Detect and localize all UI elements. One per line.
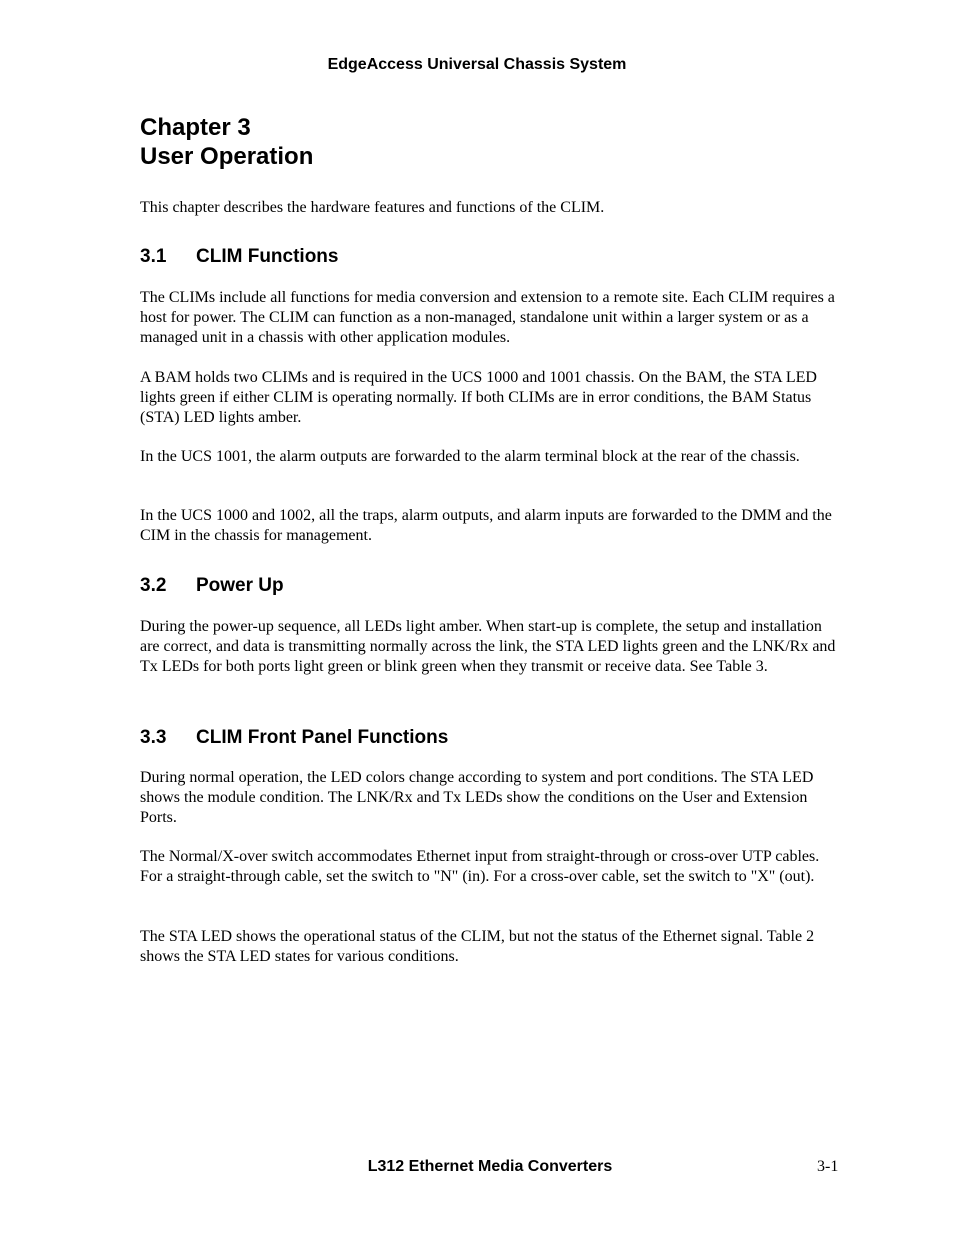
paragraph: In the UCS 1000 and 1002, all the traps, alarm outputs, and alarm inputs are forwarded to the DMM and the CIM in the chassis for management. — [140, 507, 832, 544]
paragraph: The STA LED shows the operational status of the CLIM, but not the status of the Ethernet signal. Table 2 shows the STA LED states for various conditions. — [140, 928, 815, 965]
intro-paragraph: This chapter describes the hardware features and functions of the CLIM. — [140, 199, 605, 216]
paragraph: In the UCS 1001, the alarm outputs are forwarded to the alarm terminal block at the rear of the chassis. — [140, 448, 800, 465]
section-number: 3.1 — [140, 246, 167, 267]
paragraph: A BAM holds two CLIMs and is required in the UCS 1000 and 1001 chassis. On the BAM, the STA LED lights green if either CLIM is operating normally. If both CLIMs are in error conditions, the BAM Status (STA) LED lights amber. — [140, 369, 817, 426]
section-heading-3-2 — [140, 575, 284, 597]
footer-title: L312 Ethernet Media Converters — [367, 1158, 613, 1175]
section-title: Power Up — [196, 575, 284, 596]
paragraph: The Normal/X-over switch accommodates Ethernet input from straight-through or cross-over UTP cables. For a straight-through cable, set the switch to "N" (in). For a cross-over cable, set the switch to "X" (out). — [140, 848, 820, 885]
paragraph: The CLIMs include all functions for media conversion and extension to a remote site. Each CLIM requires a host for power. The CLIM can function as a non-managed, standalone unit within a larger system or as a managed unit in a chassis with other application modules. — [140, 289, 835, 346]
paragraph: During the power-up sequence, all LEDs light amber. When start-up is complete, the setup and installation are correct, and data is transmitting normally across the link, the STA LED lights green and the LNK/Rx and Tx LEDs for both ports light green or blink green when they transmit or receive data. See Table 3. — [140, 618, 836, 675]
section-heading-3-1 — [140, 246, 338, 268]
section-title: CLIM Front Panel Functions — [196, 727, 449, 748]
running-header: EdgeAccess Universal Chassis System — [327, 56, 627, 73]
section-heading-3-3 — [140, 727, 448, 749]
chapter-number: Chapter 3 — [140, 114, 251, 141]
section-title: CLIM Functions — [196, 246, 339, 267]
chapter-title — [140, 113, 313, 171]
section-number: 3.3 — [140, 727, 167, 748]
chapter-name: User Operation — [140, 143, 314, 170]
paragraph: During normal operation, the LED colors change according to system and port conditions. The STA LED shows the module condition. The LNK/Rx and Tx LEDs show the conditions on the User and Extension Ports. — [140, 769, 814, 826]
section-number: 3.2 — [140, 575, 167, 596]
page-number: 3-1 — [817, 1158, 839, 1175]
